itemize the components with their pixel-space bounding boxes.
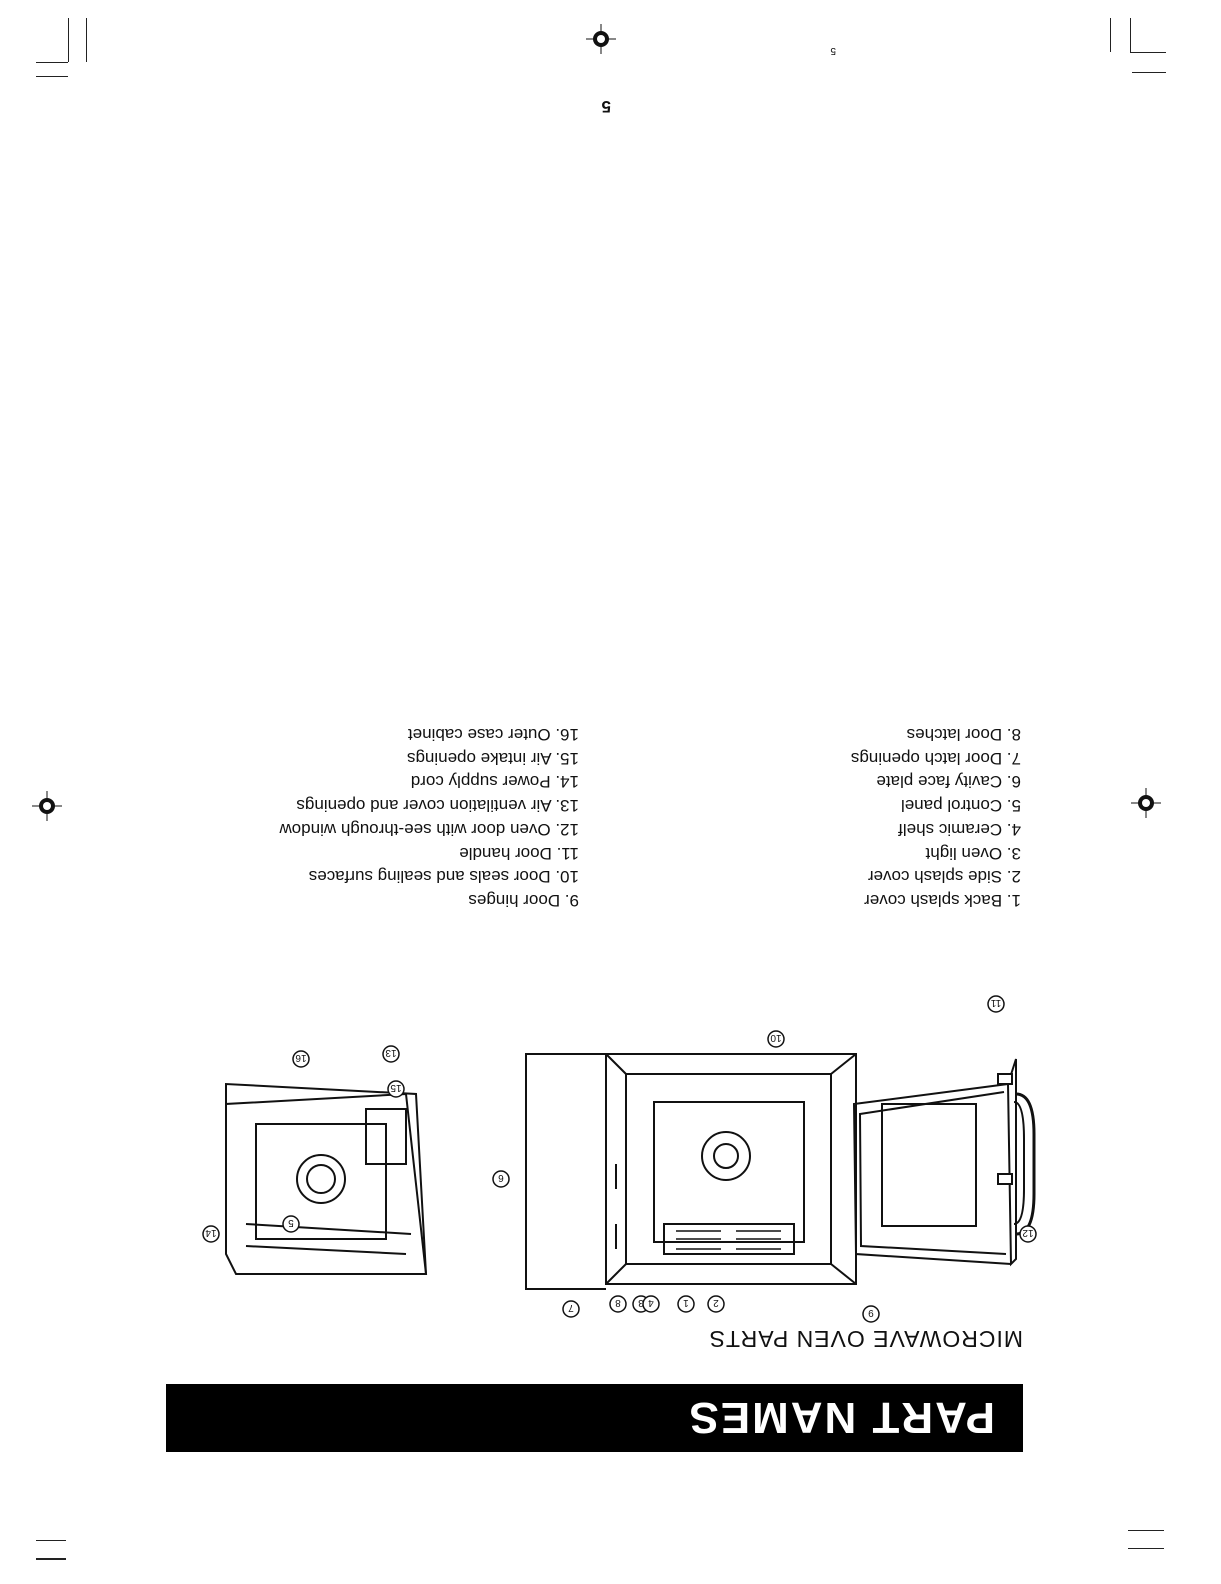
trim-mark	[36, 76, 68, 77]
registration-mark-icon	[32, 791, 62, 821]
list-item: 12. Oven door with see-through window	[279, 819, 579, 839]
list-item: 15. Air intake openings	[406, 748, 579, 768]
trim-mark	[1128, 1548, 1164, 1549]
trim-mark	[36, 1540, 66, 1541]
callout-4: 4	[648, 1297, 654, 1308]
list-item: 16. Outer case cabinet	[407, 725, 579, 745]
list-item: 6. Cavity face plate	[876, 772, 1021, 792]
page-number-small: 5	[830, 45, 836, 56]
callout-11: 11	[990, 997, 1002, 1008]
trim-mark	[36, 62, 68, 63]
list-item: 4. Ceramic shelf	[898, 819, 1021, 839]
list-item: 5. Control panel	[900, 796, 1021, 816]
trim-mark	[1128, 1530, 1164, 1531]
trim-mark	[86, 18, 87, 62]
registration-mark-icon	[586, 24, 616, 54]
parts-list-left	[851, 722, 1021, 912]
page-number: 5	[601, 97, 611, 116]
microwave-diagram	[166, 904, 1034, 1464]
list-item: 10. Door seals and sealing surfaces	[308, 867, 579, 887]
callout-13: 13	[385, 1047, 397, 1058]
callout-7: 7	[568, 1302, 574, 1313]
callout-2: 2	[713, 1297, 719, 1308]
page-title: PART NAMES	[687, 1393, 995, 1442]
section-heading: MICROWAVE OVEN PARTS	[708, 1326, 1023, 1352]
trim-mark	[1132, 72, 1166, 73]
list-item: 7. Door latch openings	[850, 748, 1021, 768]
list-item: 3. Oven light	[925, 843, 1021, 863]
callout-1: 1	[683, 1297, 689, 1308]
trim-mark	[1130, 18, 1131, 52]
list-item: 14. Power supply cord	[410, 772, 579, 792]
callout-6: 6	[498, 1172, 504, 1183]
callout-12: 12	[1022, 1227, 1034, 1238]
callout-16: 16	[295, 1052, 307, 1063]
registration-mark-icon	[1131, 788, 1161, 818]
callout-14: 14	[205, 1227, 217, 1238]
callout-9: 9	[868, 1307, 874, 1318]
list-item: 9. Door hinges	[468, 891, 579, 910]
callout-10: 10	[770, 1032, 782, 1043]
trim-mark	[36, 1558, 66, 1560]
list-item: 1. Back splash cover	[864, 891, 1021, 910]
list-item: 2. Side splash cover	[867, 867, 1021, 887]
parts-list-right	[279, 722, 579, 912]
trim-mark	[68, 18, 69, 62]
callout-3: 3	[638, 1297, 644, 1308]
list-item: 11. Door handle	[459, 843, 579, 863]
callout-8: 8	[615, 1297, 621, 1308]
callout-15: 15	[390, 1082, 402, 1093]
callout-5: 5	[288, 1217, 294, 1228]
trim-mark	[1110, 18, 1111, 52]
trim-mark	[1130, 52, 1166, 53]
list-item: 8. Door latches	[906, 725, 1021, 745]
list-item: 13. Air ventilation cover and openings	[296, 796, 579, 816]
